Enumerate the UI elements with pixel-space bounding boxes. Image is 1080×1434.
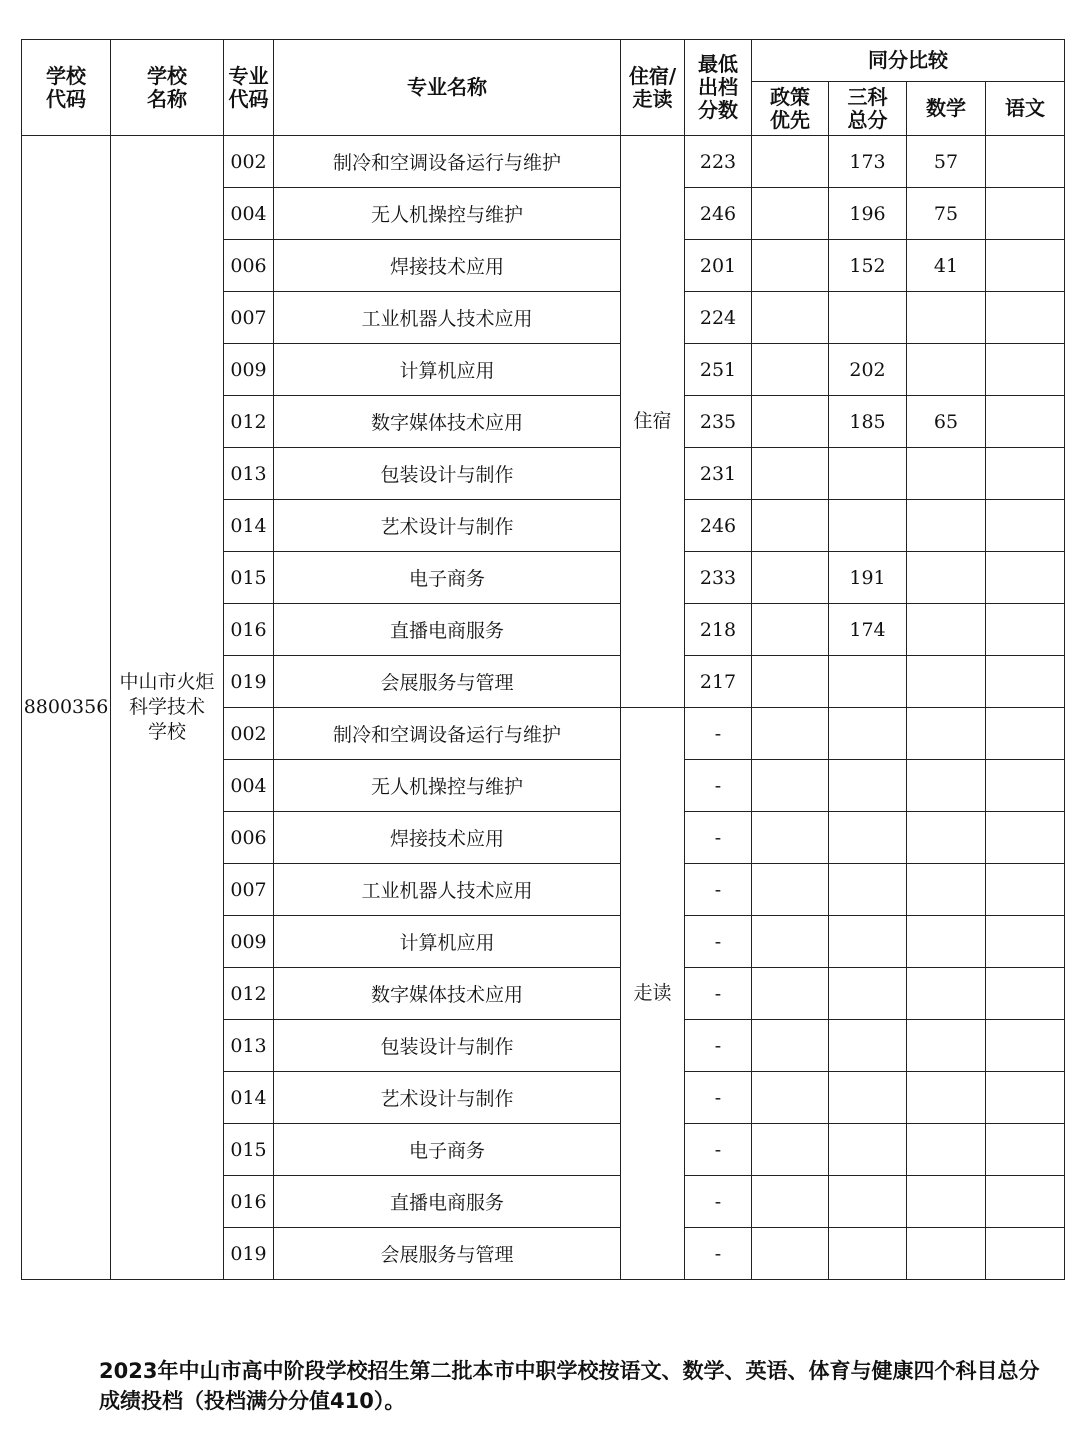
policy-cell [752, 136, 829, 188]
major-name-cell: 数字媒体技术应用 [274, 396, 621, 448]
major-name-cell: 艺术设计与制作 [274, 500, 621, 552]
major-code-cell: 015 [224, 1124, 274, 1176]
three-total-cell: 173 [829, 136, 907, 188]
math-cell [907, 500, 986, 552]
policy-cell [752, 1020, 829, 1072]
policy-cell [752, 760, 829, 812]
math-cell [907, 708, 986, 760]
policy-cell [752, 1228, 829, 1280]
policy-cell [752, 500, 829, 552]
math-cell [907, 1072, 986, 1124]
policy-cell [752, 708, 829, 760]
policy-cell [752, 1124, 829, 1176]
major-code-cell: 012 [224, 396, 274, 448]
major-code-cell: 016 [224, 604, 274, 656]
math-cell: 65 [907, 396, 986, 448]
policy-cell [752, 344, 829, 396]
policy-cell [752, 448, 829, 500]
major-code-cell: 009 [224, 916, 274, 968]
major-name-cell: 无人机操控与维护 [274, 760, 621, 812]
major-name-cell: 计算机应用 [274, 344, 621, 396]
math-cell [907, 604, 986, 656]
major-name-cell: 工业机器人技术应用 [274, 864, 621, 916]
math-cell [907, 812, 986, 864]
chinese-cell [986, 1020, 1065, 1072]
math-cell: 41 [907, 240, 986, 292]
major-code-cell: 013 [224, 448, 274, 500]
three-total-cell [829, 864, 907, 916]
three-total-cell [829, 448, 907, 500]
min-score-cell: - [685, 760, 752, 812]
chinese-cell [986, 136, 1065, 188]
min-score-cell: - [685, 916, 752, 968]
admission-table [21, 39, 1065, 1280]
major-code-cell: 015 [224, 552, 274, 604]
policy-cell [752, 968, 829, 1020]
chinese-cell [986, 396, 1065, 448]
school-code-cell: 8800356 [22, 136, 111, 1280]
three-total-cell: 152 [829, 240, 907, 292]
major-name-cell: 焊接技术应用 [274, 812, 621, 864]
min-score-cell: 233 [685, 552, 752, 604]
header-school-code: 学校 代码 [22, 40, 111, 136]
major-name-cell: 艺术设计与制作 [274, 1072, 621, 1124]
table-body [22, 136, 1065, 1280]
math-cell: 57 [907, 136, 986, 188]
min-score-cell: 235 [685, 396, 752, 448]
min-score-cell: - [685, 864, 752, 916]
chinese-cell [986, 916, 1065, 968]
major-code-cell: 007 [224, 292, 274, 344]
major-code-cell: 016 [224, 1176, 274, 1228]
math-cell [907, 1124, 986, 1176]
min-score-cell: 201 [685, 240, 752, 292]
math-cell [907, 344, 986, 396]
min-score-cell: 223 [685, 136, 752, 188]
min-score-cell: - [685, 1228, 752, 1280]
chinese-cell [986, 1124, 1065, 1176]
major-code-cell: 012 [224, 968, 274, 1020]
header-min-score: 最低 出档 分数 [685, 40, 752, 136]
footnote: 2023年中山市高中阶段学校招生第二批本市中职学校按语文、数学、英语、体育与健康四个科目总分成绩投档（投档满分分值410）。 [99, 1359, 1040, 1413]
three-total-cell [829, 1124, 907, 1176]
major-name-cell: 直播电商服务 [274, 1176, 621, 1228]
major-name-cell: 数字媒体技术应用 [274, 968, 621, 1020]
chinese-cell [986, 708, 1065, 760]
header-mode: 住宿/ 走读 [621, 40, 685, 136]
header-tie-group: 同分比较 [752, 40, 1065, 82]
chinese-cell [986, 188, 1065, 240]
min-score-cell: 231 [685, 448, 752, 500]
math-cell [907, 1176, 986, 1228]
three-total-cell [829, 1176, 907, 1228]
three-total-cell: 202 [829, 344, 907, 396]
policy-cell [752, 552, 829, 604]
policy-cell [752, 812, 829, 864]
min-score-cell: 246 [685, 188, 752, 240]
table-row [22, 136, 1065, 188]
three-total-cell [829, 1228, 907, 1280]
three-total-cell: 185 [829, 396, 907, 448]
major-code-cell: 013 [224, 1020, 274, 1072]
major-name-cell: 电子商务 [274, 1124, 621, 1176]
major-name-cell: 制冷和空调设备运行与维护 [274, 136, 621, 188]
policy-cell [752, 1176, 829, 1228]
chinese-cell [986, 448, 1065, 500]
three-total-cell [829, 812, 907, 864]
math-cell [907, 552, 986, 604]
major-name-cell: 焊接技术应用 [274, 240, 621, 292]
chinese-cell [986, 344, 1065, 396]
three-total-cell [829, 656, 907, 708]
header-major-code: 专业 代码 [224, 40, 274, 136]
major-code-cell: 014 [224, 500, 274, 552]
math-cell [907, 968, 986, 1020]
major-name-cell: 计算机应用 [274, 916, 621, 968]
chinese-cell [986, 760, 1065, 812]
min-score-cell: - [685, 968, 752, 1020]
chinese-cell [986, 292, 1065, 344]
major-name-cell: 包装设计与制作 [274, 1020, 621, 1072]
policy-cell [752, 292, 829, 344]
chinese-cell [986, 1176, 1065, 1228]
min-score-cell: - [685, 708, 752, 760]
mode-cell: 走读 [621, 708, 685, 1280]
major-name-cell: 工业机器人技术应用 [274, 292, 621, 344]
three-total-cell [829, 1072, 907, 1124]
math-cell [907, 760, 986, 812]
min-score-cell: - [685, 812, 752, 864]
major-code-cell: 006 [224, 240, 274, 292]
three-total-cell: 191 [829, 552, 907, 604]
min-score-cell: 251 [685, 344, 752, 396]
math-cell [907, 1228, 986, 1280]
major-code-cell: 006 [224, 812, 274, 864]
math-cell [907, 864, 986, 916]
min-score-cell: 224 [685, 292, 752, 344]
chinese-cell [986, 864, 1065, 916]
chinese-cell [986, 812, 1065, 864]
major-code-cell: 007 [224, 864, 274, 916]
math-cell [907, 916, 986, 968]
major-code-cell: 014 [224, 1072, 274, 1124]
major-name-cell: 包装设计与制作 [274, 448, 621, 500]
three-total-cell [829, 1020, 907, 1072]
header-chinese: 语文 [986, 82, 1065, 136]
policy-cell [752, 656, 829, 708]
major-code-cell: 019 [224, 656, 274, 708]
major-code-cell: 009 [224, 344, 274, 396]
chinese-cell [986, 656, 1065, 708]
min-score-cell: 217 [685, 656, 752, 708]
min-score-cell: - [685, 1072, 752, 1124]
header-three-total: 三科 总分 [829, 82, 907, 136]
major-code-cell: 002 [224, 708, 274, 760]
math-cell [907, 448, 986, 500]
major-name-cell: 制冷和空调设备运行与维护 [274, 708, 621, 760]
policy-cell [752, 1072, 829, 1124]
three-total-cell: 196 [829, 188, 907, 240]
policy-cell [752, 396, 829, 448]
header-math: 数学 [907, 82, 986, 136]
three-total-cell [829, 760, 907, 812]
math-cell [907, 1020, 986, 1072]
math-cell: 75 [907, 188, 986, 240]
min-score-cell: - [685, 1124, 752, 1176]
chinese-cell [986, 1228, 1065, 1280]
three-total-cell [829, 500, 907, 552]
chinese-cell [986, 968, 1065, 1020]
major-name-cell: 会展服务与管理 [274, 1228, 621, 1280]
policy-cell [752, 864, 829, 916]
min-score-cell: - [685, 1020, 752, 1072]
chinese-cell [986, 552, 1065, 604]
major-code-cell: 004 [224, 760, 274, 812]
major-name-cell: 直播电商服务 [274, 604, 621, 656]
policy-cell [752, 188, 829, 240]
math-cell [907, 656, 986, 708]
major-code-cell: 019 [224, 1228, 274, 1280]
major-code-cell: 002 [224, 136, 274, 188]
school-name-cell: 中山市火炬 科学技术 学校 [111, 136, 224, 1280]
header-policy: 政策 优先 [752, 82, 829, 136]
chinese-cell [986, 1072, 1065, 1124]
min-score-cell: 246 [685, 500, 752, 552]
major-name-cell: 电子商务 [274, 552, 621, 604]
major-code-cell: 004 [224, 188, 274, 240]
major-name-cell: 会展服务与管理 [274, 656, 621, 708]
header-school-name: 学校 名称 [111, 40, 224, 136]
policy-cell [752, 916, 829, 968]
three-total-cell [829, 968, 907, 1020]
min-score-cell: 218 [685, 604, 752, 656]
three-total-cell: 174 [829, 604, 907, 656]
major-name-cell: 无人机操控与维护 [274, 188, 621, 240]
min-score-cell: - [685, 1176, 752, 1228]
policy-cell [752, 604, 829, 656]
three-total-cell [829, 916, 907, 968]
policy-cell [752, 240, 829, 292]
mode-cell: 住宿 [621, 136, 685, 708]
header-major-name: 专业名称 [274, 40, 621, 136]
three-total-cell [829, 708, 907, 760]
chinese-cell [986, 240, 1065, 292]
three-total-cell [829, 292, 907, 344]
chinese-cell [986, 604, 1065, 656]
chinese-cell [986, 500, 1065, 552]
math-cell [907, 292, 986, 344]
